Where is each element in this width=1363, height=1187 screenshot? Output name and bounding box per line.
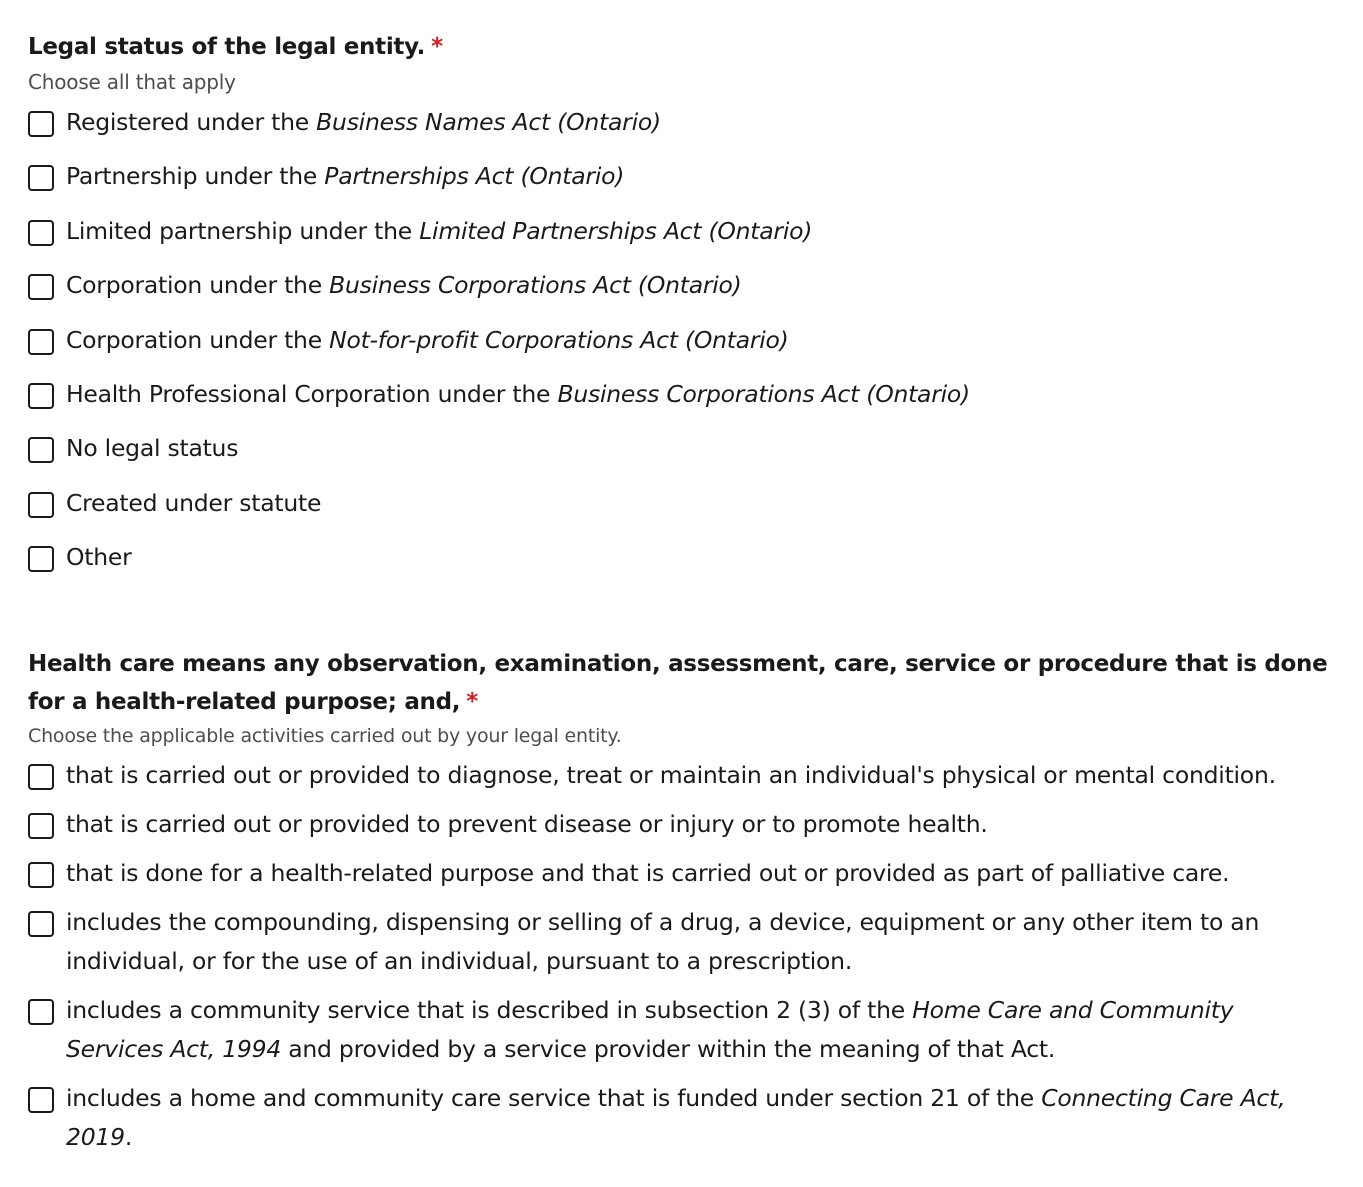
health-care-hint: Choose the applicable activities carried out by your legal entity. <box>28 725 622 747</box>
checkbox[interactable] <box>28 329 54 355</box>
legal-status-option[interactable] <box>28 108 1333 162</box>
legal-status-option[interactable] <box>28 489 1333 543</box>
legal-status-question <box>28 28 1333 598</box>
legal-status-option[interactable] <box>28 543 1333 597</box>
health-care-legend-text: Health care means any observation, examination, assessment, care, service or procedure that is done for a health-related purpose; and, <box>28 651 1328 715</box>
option-label[interactable]: includes a community service that is described in subsection 2 (3) of the Home Care and Community Services Act, 1994 and provided by a service provider within the meaning of that Act. <box>66 996 1234 1063</box>
option-label[interactable]: Other <box>66 543 132 572</box>
option-label[interactable]: Limited partnership under the Limited Partnerships Act (Ontario) <box>66 216 813 245</box>
checkbox[interactable] <box>28 862 54 888</box>
health-care-option[interactable] <box>28 761 1333 795</box>
health-care-legend <box>28 645 1333 721</box>
legal-status-options <box>28 108 1333 598</box>
option-label[interactable]: Health Professional Corporation under the Business Corporations Act (Ontario) <box>66 379 970 408</box>
health-care-option[interactable] <box>28 908 1333 981</box>
legal-status-legend-text: Legal status of the legal entity. <box>28 34 426 60</box>
legal-status-option[interactable] <box>28 434 1333 488</box>
legal-status-option[interactable] <box>28 326 1333 380</box>
legal-status-legend <box>28 28 1333 66</box>
legal-status-option[interactable] <box>28 271 1333 325</box>
health-care-question <box>28 645 1333 1172</box>
option-label[interactable]: Corporation under the Not-for-profit Corporations Act (Ontario) <box>66 325 789 354</box>
option-label[interactable]: that is done for a health-related purpose and that is carried out or provided as part of palliative care. <box>66 859 1230 887</box>
checkbox[interactable] <box>28 911 54 937</box>
checkbox[interactable] <box>28 764 54 790</box>
required-asterisk: * <box>431 34 443 60</box>
checkbox[interactable] <box>28 165 54 191</box>
health-care-option[interactable] <box>28 810 1333 844</box>
option-label[interactable]: Partnership under the Partnerships Act (Ontario) <box>66 162 625 191</box>
legal-status-option[interactable] <box>28 380 1333 434</box>
checkbox[interactable] <box>28 1087 54 1113</box>
option-label[interactable]: that is carried out or provided to diagnose, treat or maintain an individual's physical or mental condition. <box>66 761 1276 789</box>
checkbox[interactable] <box>28 813 54 839</box>
required-asterisk: * <box>466 689 478 715</box>
option-label[interactable]: includes the compounding, dispensing or selling of a drug, a device, equipment or any other item to an individual, or for the use of an individual, pursuant to a prescription. <box>66 908 1260 975</box>
option-label[interactable]: includes a home and community care service that is funded under section 21 of the Connecting Care Act, 2019. <box>66 1084 1286 1151</box>
checkbox[interactable] <box>28 492 54 518</box>
checkbox[interactable] <box>28 437 54 463</box>
option-label[interactable]: Corporation under the Business Corporations Act (Ontario) <box>66 271 742 300</box>
checkbox[interactable] <box>28 546 54 572</box>
legal-status-hint: Choose all that apply <box>28 70 236 94</box>
checkbox[interactable] <box>28 999 54 1025</box>
checkbox[interactable] <box>28 111 54 137</box>
health-care-option[interactable] <box>28 1084 1333 1157</box>
health-care-options <box>28 761 1333 1157</box>
option-label[interactable]: Created under statute <box>66 488 322 517</box>
option-label[interactable]: No legal status <box>66 434 239 463</box>
checkbox[interactable] <box>28 383 54 409</box>
checkbox[interactable] <box>28 274 54 300</box>
health-care-option[interactable] <box>28 996 1333 1069</box>
checkbox[interactable] <box>28 220 54 246</box>
legal-status-option[interactable] <box>28 217 1333 271</box>
legal-status-option[interactable] <box>28 162 1333 216</box>
option-label[interactable]: that is carried out or provided to prevent disease or injury or to promote health. <box>66 810 988 838</box>
option-label[interactable]: Registered under the Business Names Act (Ontario) <box>66 108 661 136</box>
health-care-option[interactable] <box>28 859 1333 893</box>
